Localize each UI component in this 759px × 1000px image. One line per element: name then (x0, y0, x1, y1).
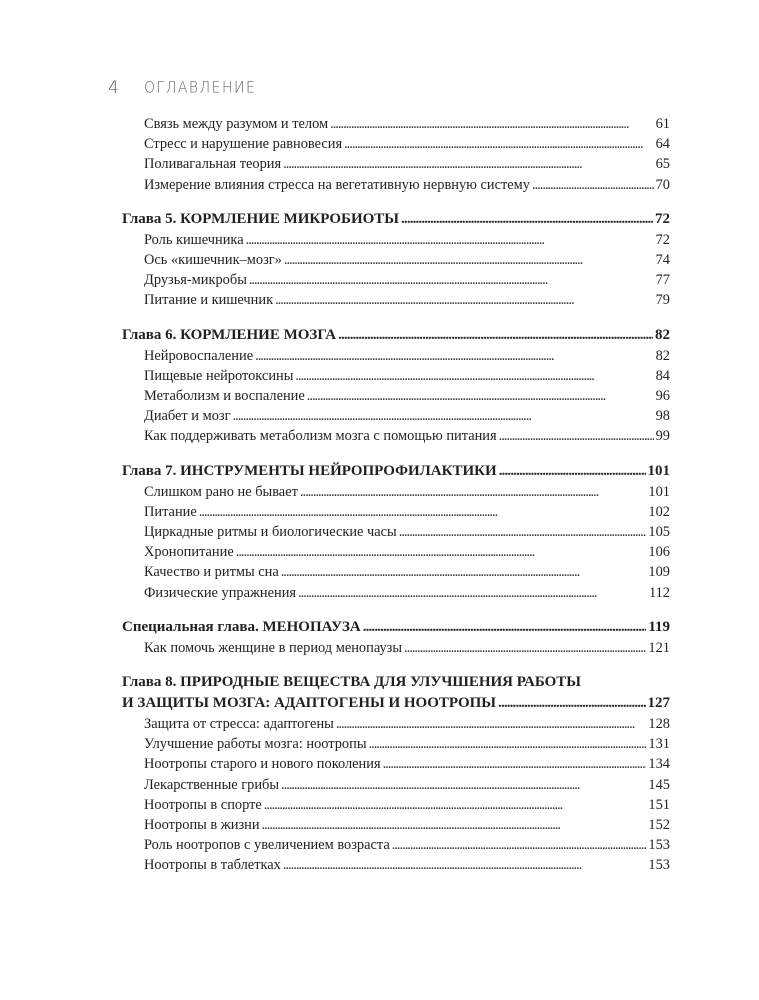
dot-leader (363, 617, 647, 638)
toc-entry[interactable] (122, 270, 670, 290)
dot-leader (275, 290, 654, 310)
entry-page: 153 (648, 837, 670, 854)
entry-page: 145 (648, 776, 670, 793)
entry-title: Циркадные ритмы и биологические часы (144, 524, 397, 541)
entry-title: Улучшение работы мозга: ноотропы (144, 736, 367, 753)
entry-title: Питание и кишечник (144, 292, 274, 309)
entry-title: Слишком рано не бывает (144, 483, 298, 500)
dot-leader (307, 386, 654, 406)
toc-chapter-8 (122, 672, 670, 876)
toc-entry[interactable] (122, 795, 670, 815)
entry-page: 102 (648, 503, 670, 520)
toc-entry[interactable] (122, 638, 670, 658)
chapter-page: 72 (655, 210, 670, 227)
dot-leader (532, 175, 654, 195)
chapter-heading[interactable] (122, 461, 670, 482)
entry-title: Лекарственные грибы (144, 776, 280, 793)
entry-page: 99 (655, 428, 670, 445)
dot-leader (401, 209, 653, 230)
chapter-title: Глава 7. ИНСТРУМЕНТЫ НЕЙРОПРОФИЛАКТИКИ (122, 462, 497, 479)
entry-page: 70 (655, 176, 670, 193)
chapter-title: И ЗАЩИТЫ МОЗГА: АДАПТОГЕНЫ И НООТРОПЫ (122, 695, 497, 712)
entry-title: Роль ноотропов с увеличением возраста (144, 837, 390, 854)
entry-page: 128 (648, 716, 670, 733)
dot-leader (399, 522, 647, 542)
entry-title: Друзья-микробы (144, 272, 247, 289)
chapter-heading[interactable] (122, 209, 670, 230)
dot-leader (383, 754, 647, 774)
entry-page: 134 (648, 756, 670, 773)
toc-entry[interactable] (122, 154, 670, 174)
dot-leader (369, 734, 647, 754)
dot-leader (249, 270, 654, 290)
toc-entry[interactable] (122, 290, 670, 310)
toc-chapter-7 (122, 461, 670, 603)
toc-entry[interactable] (122, 366, 670, 386)
entry-title: Ноотропы старого и нового поколения (144, 756, 381, 773)
dot-leader (498, 693, 645, 714)
toc-entry[interactable] (122, 426, 670, 446)
entry-page: 82 (655, 347, 670, 364)
entry-page: 84 (655, 367, 670, 384)
entry-page: 131 (648, 736, 670, 753)
toc-chapter-special (122, 617, 670, 658)
dot-leader (338, 325, 653, 346)
entry-page: 64 (655, 136, 670, 153)
toc-entry[interactable] (122, 835, 670, 855)
entry-page: 96 (655, 388, 670, 405)
dot-leader (336, 714, 647, 734)
entry-page: 77 (655, 272, 670, 289)
entry-title: Питание (144, 503, 197, 520)
dot-leader (199, 502, 647, 522)
toc-entry[interactable] (122, 406, 670, 426)
toc-entry[interactable] (122, 583, 670, 603)
toc-entry[interactable] (122, 114, 670, 134)
page-header (108, 74, 256, 102)
entry-title: Ноотропы в спорте (144, 796, 262, 813)
chapter-title-line1[interactable]: Глава 8. ПРИРОДНЫЕ ВЕЩЕСТВА ДЛЯ УЛУЧШЕНИЯ РАБОТЫ (122, 674, 582, 691)
chapter-heading[interactable] (122, 325, 670, 346)
dot-leader (499, 426, 654, 446)
toc-entry[interactable] (122, 386, 670, 406)
entry-title: Как помочь женщине в период менопаузы (144, 639, 403, 656)
toc-entry[interactable] (122, 562, 670, 582)
entry-page: 98 (655, 408, 670, 425)
entry-page: 121 (648, 639, 670, 656)
toc-entry[interactable] (122, 542, 670, 562)
entry-title: Нейровоспаление (144, 347, 254, 364)
entry-page: 65 (655, 156, 670, 173)
entry-page: 79 (655, 292, 670, 309)
toc-entry[interactable] (122, 754, 670, 774)
entry-title: Метаболизм и воспаление (144, 388, 305, 405)
entry-title: Хронопитание (144, 544, 234, 561)
toc-entry[interactable] (122, 250, 670, 270)
dot-leader (283, 154, 653, 174)
dot-leader (262, 815, 647, 835)
dot-leader (298, 583, 647, 603)
dot-leader (264, 795, 647, 815)
toc-entry[interactable] (122, 502, 670, 522)
chapter-page: 101 (647, 462, 670, 479)
toc-chapter-5 (122, 209, 670, 311)
entry-title: Защита от стресса: адаптогены (144, 716, 334, 733)
entry-page: 74 (655, 252, 670, 269)
chapter-page: 82 (655, 326, 670, 343)
toc-entry[interactable] (122, 855, 670, 875)
entry-title: Измерение влияния стресса на вегетативную нервную систему (144, 176, 530, 193)
toc-entry[interactable] (122, 775, 670, 795)
dot-leader (283, 855, 647, 875)
entry-title: Роль кишечника (144, 231, 244, 248)
toc-entry[interactable] (122, 714, 670, 734)
dot-leader (330, 114, 654, 134)
toc-entry[interactable] (122, 346, 670, 366)
dot-leader (246, 230, 654, 250)
dot-leader (404, 638, 646, 658)
entry-title: Ноотропы в таблетках (144, 857, 281, 874)
entry-title: Связь между разумом и телом (144, 116, 329, 132)
chapter-title: Глава 6. КОРМЛЕНИЕ МОЗГА (122, 326, 337, 343)
entry-page: 152 (648, 817, 670, 834)
dot-leader (233, 406, 654, 426)
entry-title: Поливагальная теория (144, 156, 282, 173)
chapter-page: 127 (647, 695, 670, 712)
dot-leader (236, 542, 647, 562)
toc-entry[interactable] (122, 134, 670, 154)
entry-title: Стресс и нарушение равновесия (144, 136, 343, 153)
chapter-page: 119 (648, 618, 670, 635)
toc-entry[interactable] (122, 815, 670, 835)
dot-leader (344, 134, 654, 154)
entry-page: 109 (648, 564, 670, 581)
entry-page: 153 (648, 857, 670, 874)
entry-title: Пищевые нейротоксины (144, 367, 294, 384)
chapter-title: Специальная глава. МЕНОПАУЗА (122, 618, 361, 635)
entry-page: 72 (655, 231, 670, 248)
entry-title: Диабет и мозг (144, 408, 231, 425)
toc-entry[interactable] (122, 522, 670, 542)
dot-leader (392, 835, 647, 855)
entry-title: Как поддерживать метаболизм мозга с помощью питания (144, 428, 497, 445)
table-of-contents (122, 114, 670, 890)
toc-entry[interactable] (122, 482, 670, 502)
toc-entry[interactable] (122, 175, 670, 195)
toc-entry[interactable] (122, 230, 670, 250)
entry-title: Ноотропы в жизни (144, 817, 260, 834)
dot-leader (300, 482, 647, 502)
toc-section-continued (122, 114, 670, 195)
dot-leader (255, 346, 654, 366)
entry-page: 105 (648, 524, 670, 541)
entry-page: 151 (648, 796, 670, 813)
entry-title: Качество и ритмы сна (144, 564, 279, 581)
running-title: ОГЛАВЛЕНИЕ (144, 78, 257, 98)
toc-entry[interactable] (122, 734, 670, 754)
dot-leader (281, 775, 646, 795)
chapter-heading[interactable] (122, 617, 670, 638)
entry-title: Физические упражнения (144, 584, 297, 601)
entry-title: Ось «кишечник–мозг» (144, 252, 282, 269)
dot-leader (284, 250, 654, 270)
dot-leader (295, 366, 653, 386)
chapter-heading[interactable] (122, 693, 670, 714)
dot-leader (281, 562, 647, 582)
entry-page: 61 (655, 116, 670, 132)
entry-page: 106 (648, 544, 670, 561)
entry-page: 112 (648, 584, 670, 601)
toc-chapter-6 (122, 325, 670, 447)
page-number: 4 (108, 78, 119, 98)
dot-leader (499, 461, 646, 482)
chapter-title: Глава 5. КОРМЛЕНИЕ МИКРОБИОТЫ (122, 210, 400, 227)
entry-page: 101 (648, 483, 670, 500)
